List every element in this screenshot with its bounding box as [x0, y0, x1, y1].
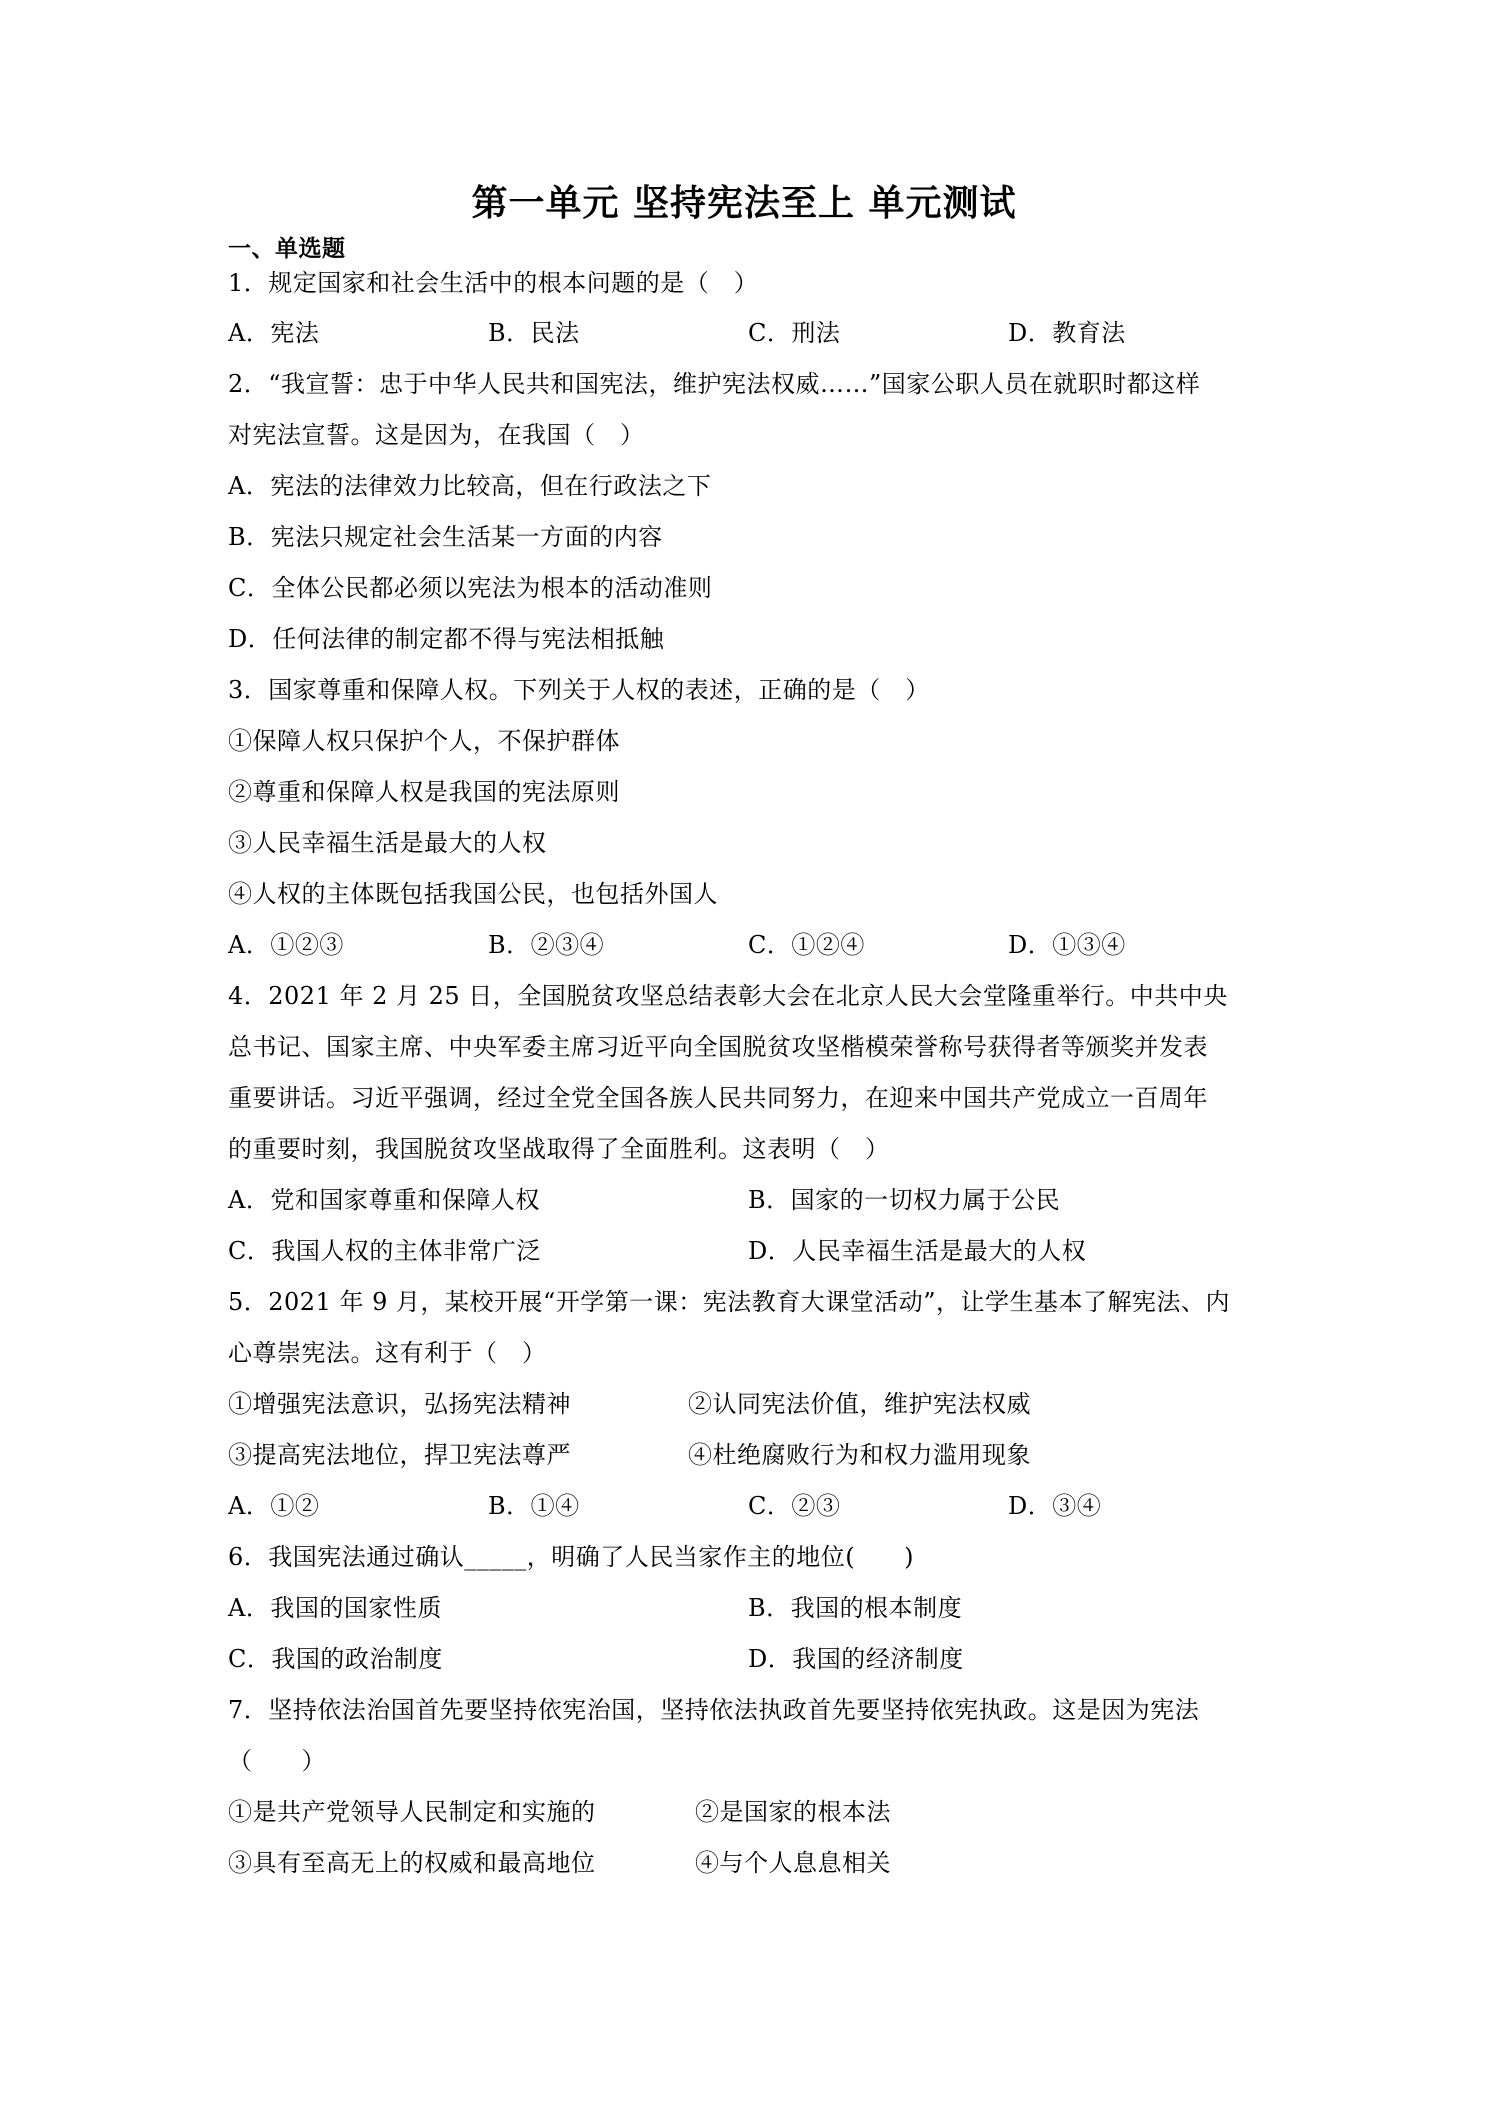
question-2-option-b: B．宪法只规定社会生活某一方面的内容: [228, 523, 663, 551]
question-2-option-a: A．宪法的法律效力比较高，但在行政法之下: [228, 472, 712, 500]
question-7-statement-1: ①是共产党领导人民制定和实施的: [228, 1798, 596, 1826]
question-6-option-c: C．我国的政治制度: [228, 1645, 443, 1673]
question-4-stem-line-3: 重要讲话。习近平强调，经过全党全国各族人民共同努力，在迎来中国共产党成立一百周年: [228, 1084, 1208, 1112]
question-1-option-d: D．教育法: [1008, 319, 1126, 347]
question-5-option-b: B．①④: [488, 1492, 580, 1520]
question-3-statement-3: ③人民幸福生活是最大的人权: [228, 829, 547, 857]
question-6-option-d: D．我国的经济制度: [748, 1645, 964, 1673]
question-2-stem-line-1: 2．“我宣誓：忠于中华人民共和国宪法，维护宪法权威……”国家公职人员在就职时都这样: [228, 370, 1201, 398]
question-4-stem-line-2: 总书记、国家主席、中央军委主席习近平向全国脱贫攻坚楷模荣誉称号获得者等颁奖并发表: [228, 1033, 1208, 1061]
question-5-statement-1: ①增强宪法意识，弘扬宪法精神: [228, 1390, 571, 1418]
question-4-stem-line-4: 的重要时刻，我国脱贫攻坚战取得了全面胜利。这表明（ ）: [228, 1135, 890, 1163]
question-3-option-b: B．②③④: [488, 931, 605, 959]
question-6-option-b: B．我国的根本制度: [748, 1594, 963, 1622]
question-3-stem: 3．国家尊重和保障人权。下列关于人权的表述，正确的是（ ）: [228, 676, 930, 704]
question-1-option-b: B．民法: [488, 319, 580, 347]
question-1-stem: 1．规定国家和社会生活中的根本问题的是（ ）: [228, 269, 759, 297]
question-3-statement-4: ④人权的主体既包括我国公民，也包括外国人: [228, 880, 718, 908]
question-7-stem-line-1: 7．坚持依法治国首先要坚持依宪治国，坚持依法执政首先要坚持依宪执政。这是因为宪法: [228, 1696, 1200, 1724]
question-3-statement-1: ①保障人权只保护个人，不保护群体: [228, 727, 620, 755]
question-5-stem-line-1: 5．2021 年 9 月，某校开展“开学第一课：宪法教育大课堂活动”，让学生基本了解宪法、内: [228, 1288, 1231, 1316]
question-5-stem-line-2: 心尊崇宪法。这有利于（ ）: [228, 1339, 547, 1367]
question-7-stem-line-2: （ ）: [228, 1747, 326, 1775]
question-5-option-c: C．②③: [748, 1492, 841, 1520]
question-5-option-d: D．③④: [1008, 1492, 1102, 1520]
question-7-statement-4: ④与个人息息相关: [695, 1849, 891, 1877]
question-5-statement-2: ②认同宪法价值，维护宪法权威: [688, 1390, 1031, 1418]
question-1-option-a: A．宪法: [228, 319, 320, 347]
question-5-statement-4: ④杜绝腐败行为和权力滥用现象: [688, 1441, 1031, 1469]
question-7-statement-3: ③具有至高无上的权威和最高地位: [228, 1849, 596, 1877]
question-2-stem-line-2: 对宪法宣誓。这是因为，在我国（ ）: [228, 421, 645, 449]
section-heading: 一、单选题: [228, 236, 346, 262]
question-7-statement-2: ②是国家的根本法: [695, 1798, 891, 1826]
question-1-option-c: C．刑法: [748, 319, 841, 347]
question-6-option-a: A．我国的国家性质: [228, 1594, 442, 1622]
question-5-statement-3: ③提高宪法地位，捍卫宪法尊严: [228, 1441, 571, 1469]
question-3-option-a: A．①②③: [228, 931, 344, 959]
question-3-option-d: D．①③④: [1008, 931, 1126, 959]
question-4-option-b: B．国家的一切权力属于公民: [748, 1186, 1061, 1214]
question-3-option-c: C．①②④: [748, 931, 865, 959]
question-4-option-c: C．我国人权的主体非常广泛: [228, 1237, 541, 1265]
question-2-option-d: D．任何法律的制定都不得与宪法相抵触: [228, 625, 665, 653]
question-4-option-d: D．人民幸福生活是最大的人权: [748, 1237, 1087, 1265]
question-6-stem: 6．我国宪法通过确认_____，明确了人民当家作主的地位( ): [228, 1543, 914, 1571]
question-2-option-c: C．全体公民都必须以宪法为根本的活动准则: [228, 574, 713, 602]
question-3-statement-2: ②尊重和保障人权是我国的宪法原则: [228, 778, 620, 806]
question-4-stem-line-1: 4．2021 年 2 月 25 日，全国脱贫攻坚总结表彰大会在北京人民大会堂隆重举行。中共中央: [228, 982, 1228, 1010]
question-4-option-a: A．党和国家尊重和保障人权: [228, 1186, 540, 1214]
question-5-option-a: A．①②: [228, 1492, 320, 1520]
page-title: 第一单元 坚持宪法至上 单元测试: [471, 183, 1017, 224]
